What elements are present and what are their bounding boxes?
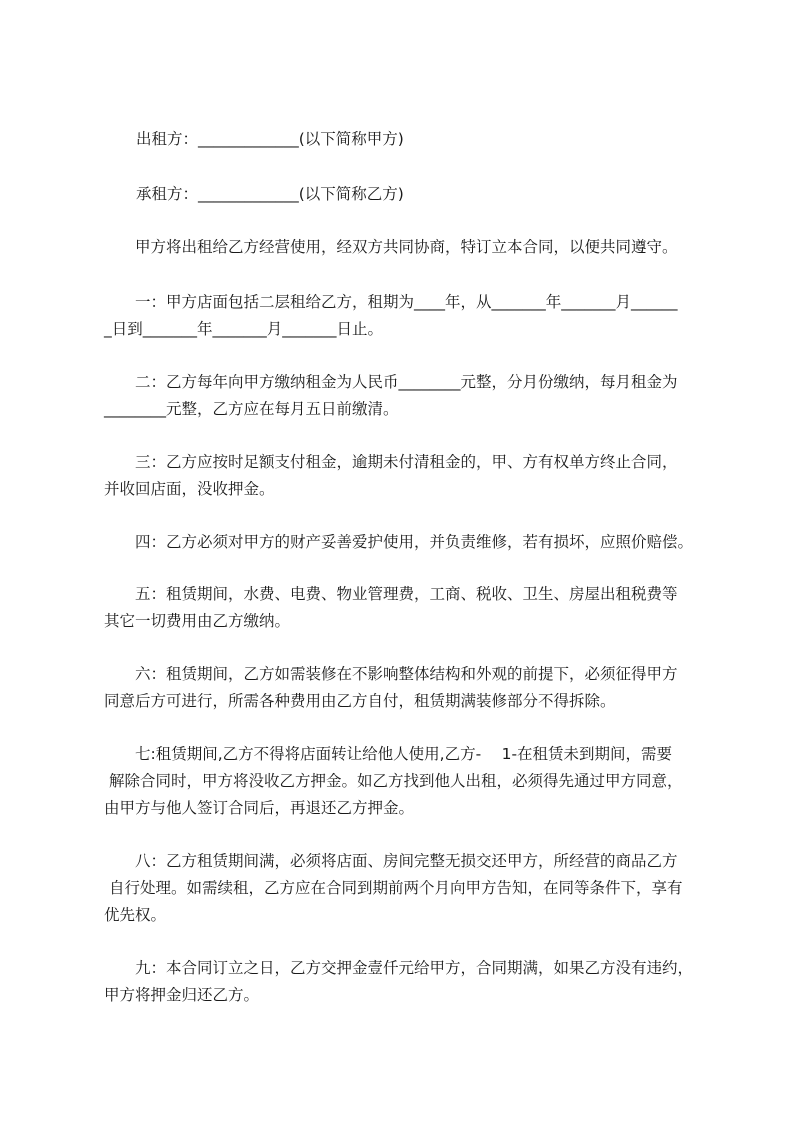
clause-7: 七:租赁期间,乙方不得将店面转让给他人使用,乙方- 1-在租赁未到期间，需要 解除合同时，甲方将没收乙方押金。如乙方找到他人出租，必须得先通过甲方同意， 由甲方与他人签订合同后，再退还乙方押金。 <box>104 745 683 817</box>
clause-2: 二：乙方每年向甲方缴纳租金为人民币________元整，分月份缴纳，每月租金为 ________元整，乙方应在每月五日前缴清。 <box>104 373 678 418</box>
intro-paragraph: 甲方将出租给乙方经营使用，经双方共同协商，特订立本合同，以便共同遵守。 <box>104 238 678 256</box>
clause-4: 四：乙方必须对甲方的财产妥善爱护使用，并负责维修，若有损坏，应照价赔偿。 <box>104 533 694 551</box>
clause-1: 一：甲方店面包括二层租给乙方，租期为____年，从_______年_______月______ _日到_______年_______月_______日止。 <box>104 293 678 338</box>
lessor-line: 出租方：_____________(以下简称甲方) <box>136 130 404 148</box>
clause-5: 五：租赁期间，水费、电费、物业管理费，工商、税收、卫生、房屋出租税费等 其它一切费用由乙方缴纳。 <box>104 585 678 630</box>
clause-8: 八：乙方租赁期间满，必须将店面、房间完整无损交还甲方，所经营的商品乙方 自行处理。如需续租，乙方应在合同到期前两个月向甲方告知，在同等条件下，享有 优先权。 <box>104 852 683 924</box>
clause-3: 三：乙方应按时足额支付租金，逾期未付清租金的，甲、方有权单方终止合同， 并收回店面，没收押金。 <box>104 453 678 498</box>
clause-9: 九：本合同订立之日，乙方交押金壹仟元给甲方，合同期满，如果乙方没有违约， 甲方将押金归还乙方。 <box>104 959 694 1004</box>
lessee-line: 承租方：_____________(以下简称乙方) <box>136 185 404 203</box>
clause-6: 六：租赁期间，乙方如需装修在不影响整体结构和外观的前提下，必须征得甲方 同意后方可进行，所需各种费用由乙方自付，租赁期满装修部分不得拆除。 <box>104 665 678 710</box>
